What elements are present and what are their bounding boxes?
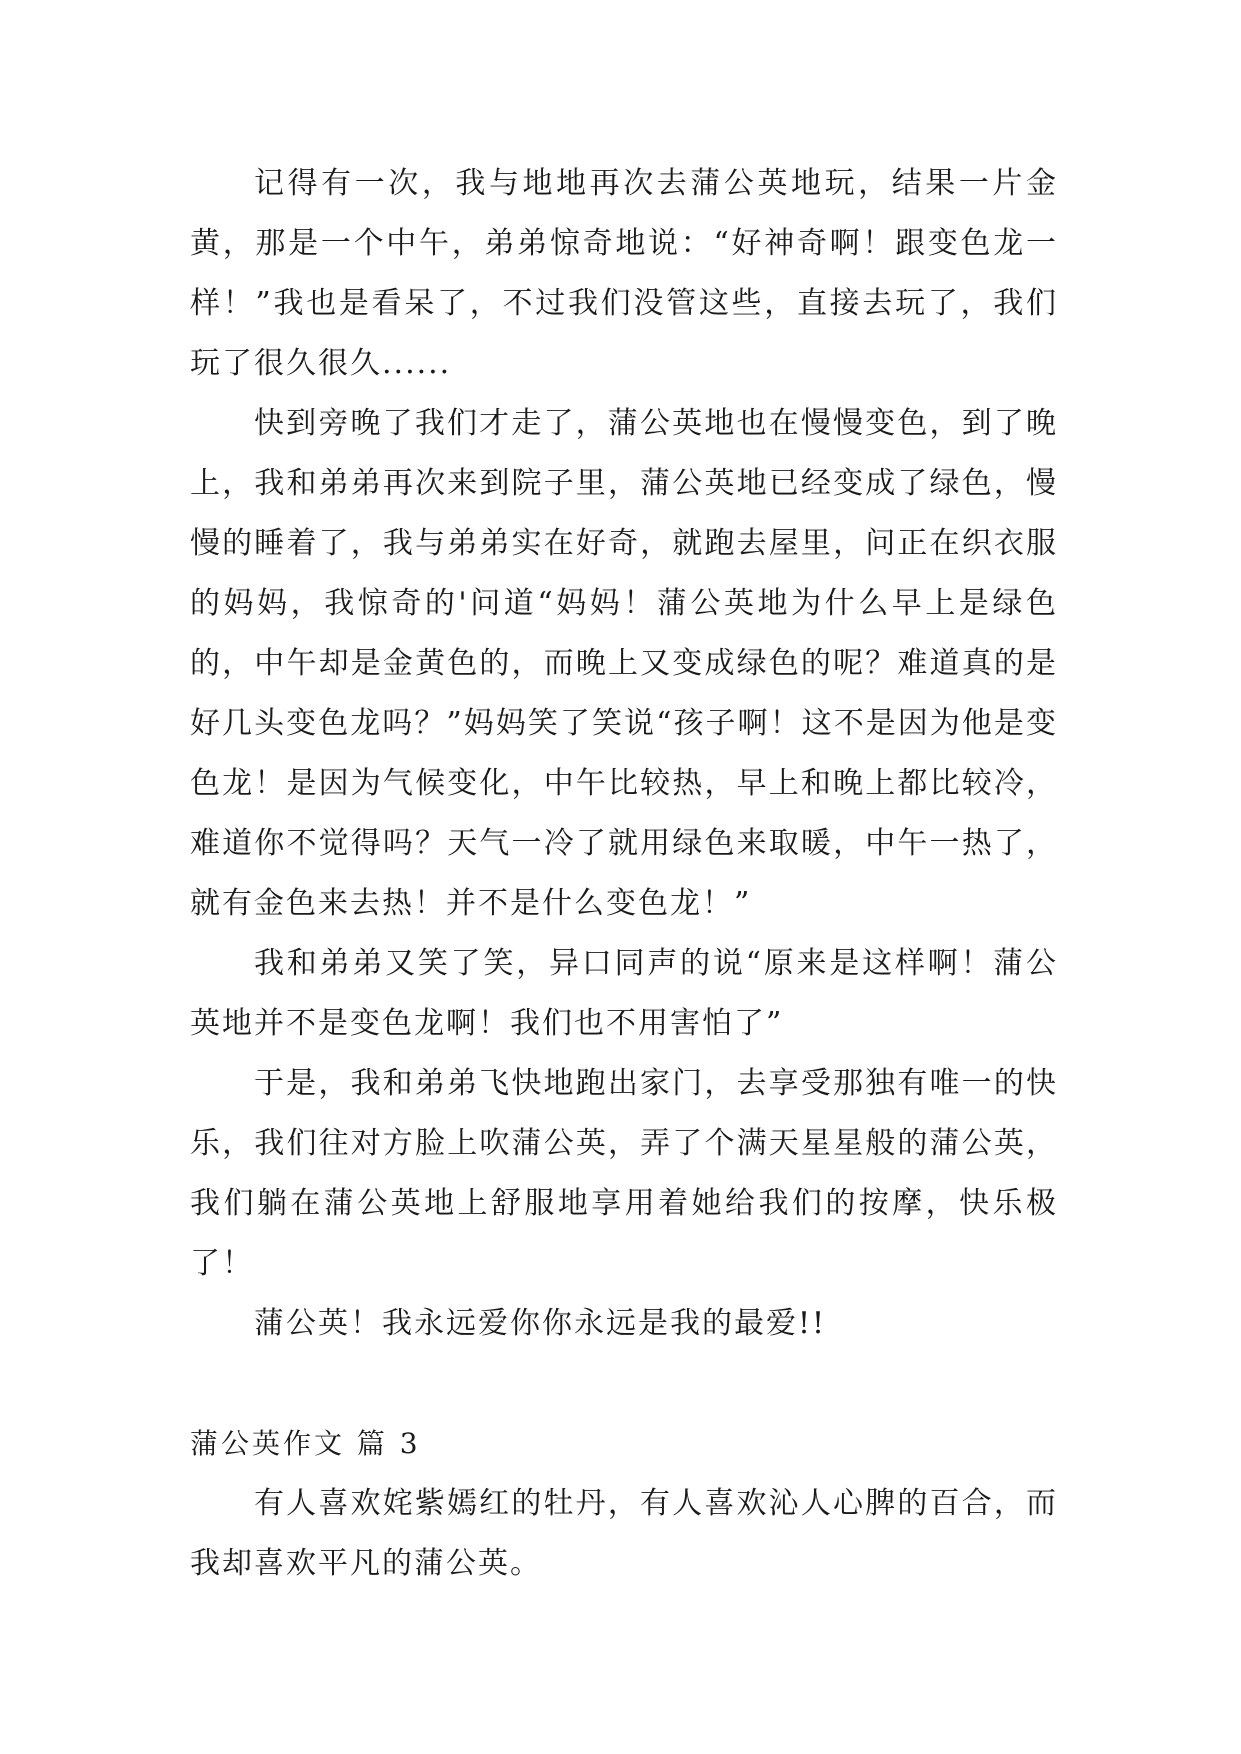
paragraph-3: 我和弟弟又笑了笑，异口同声的说“原来是这样啊！蒲公英地并不是变色龙啊！我们也不用害怕了” <box>190 946 1058 1041</box>
document-body <box>190 154 1058 1594</box>
paragraph-1: 记得有一次，我与地地再次去蒲公英地玩，结果一片金黄，那是一个中午，弟弟惊奇地说：“好神奇啊！跟变色龙一样！”我也是看呆了，不过我们没管这些，直接去玩了，我们玩了很久很久...... <box>190 166 1058 381</box>
section-heading: 蒲公英作文 篇 3 <box>190 1427 421 1460</box>
paragraph-5: 蒲公英！我永远爱你你永远是我的最爱!! <box>254 1306 827 1341</box>
paragraph-2: 快到旁晚了我们才走了，蒲公英地也在慢慢变色，到了晚上，我和弟弟再次来到院子里，蒲公英地已经变成了绿色，慢慢的睡着了，我与弟弟实在好奇，就跑去屋里，问正在织衣服的妈妈，我惊奇的'问道“妈妈！蒲公英地为什么早上是绿色的，中午却是金黄色的，而晚上又变成绿色的呢？难道真的是好几头变色龙吗？”妈妈笑了笑说“孩子啊！这不是因为他是变色龙！是因为气候变化，中午比较热，早上和晚上都比较冷，难道你不觉得吗？天气一冷了就用绿色来取暖，中午一热了，就有金色来去热！并不是什么变色龙！” <box>190 406 1058 921</box>
paragraph-6: 有人喜欢姹紫嫣红的牡丹，有人喜欢沁人心脾的百合，而我却喜欢平凡的蒲公英。 <box>190 1486 1058 1581</box>
paragraph-4: 于是，我和弟弟飞快地跑出家门，去享受那独有唯一的快乐，我们往对方脸上吹蒲公英，弄了个满天星星般的蒲公英，我们躺在蒲公英地上舒服地享用着她给我们的按摩，快乐极了！ <box>190 1066 1058 1281</box>
